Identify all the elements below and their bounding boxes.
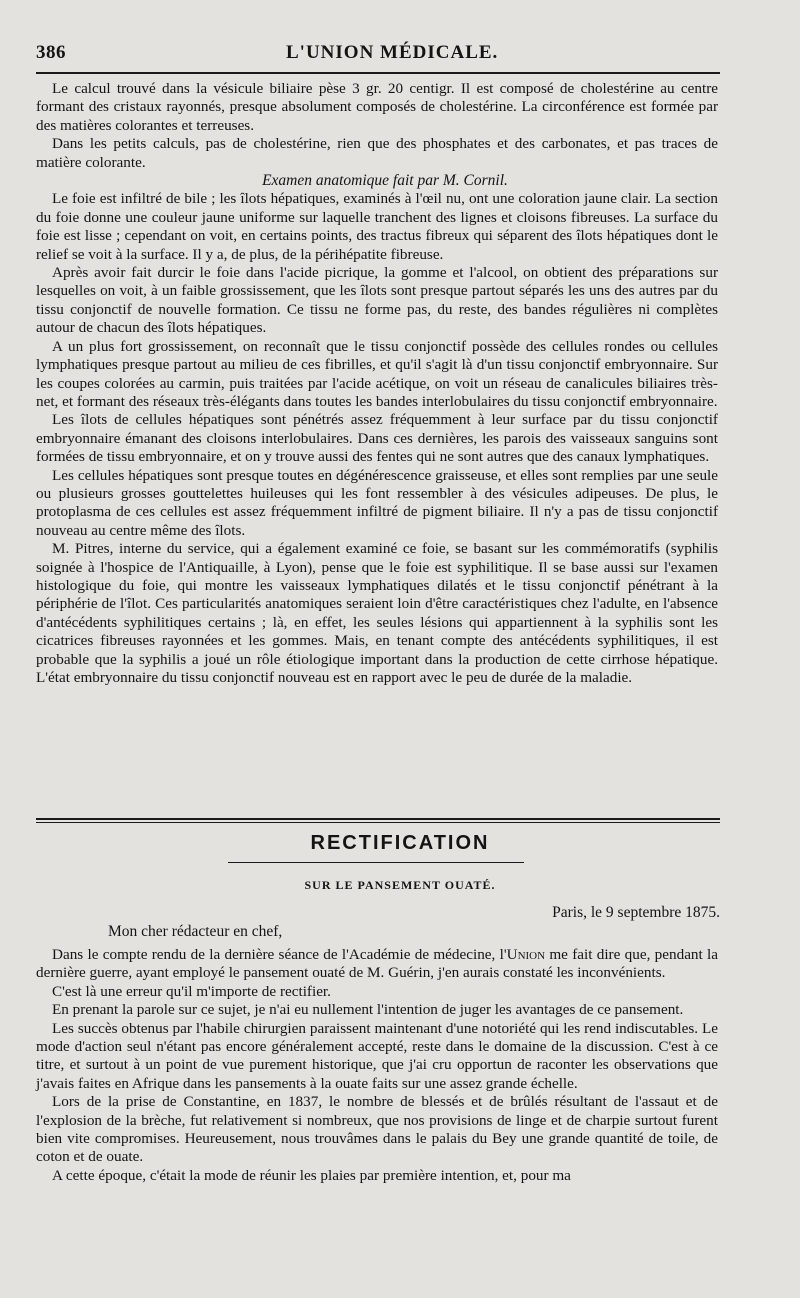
rectification-title: RECTIFICATION xyxy=(310,832,490,854)
article-body xyxy=(36,80,718,687)
header-rule xyxy=(36,72,720,74)
journal-name: Union xyxy=(506,946,546,963)
paragraph: Dans les petits calculs, pas de cholestérine, rien que des phosphates et des carbonates, et pas traces de matière colorante. xyxy=(36,135,718,171)
page-number: 386 xyxy=(36,42,66,63)
paragraph: Lors de la prise de Constantine, en 1837, le nombre de blessés et de brûlés résultant de l'assaut et de l'explosion de la brèche, fut relativement si nombreux, que nos provisions de linge et de charpie surtout furent bien vite compromises. Heureusement, nous trouvâmes dans le palais du Bey une grande quantité de toile, de coton et de ouate. xyxy=(36,1093,718,1166)
letter-salutation: Mon cher rédacteur en chef, xyxy=(108,923,283,940)
paragraph: A un plus fort grossissement, on reconnaît que le tissu conjonctif possède des cellules rondes ou cellules lymphatiques presque partout au milieu de ces fibrilles, et qu'il s'agit là d'un tissu conjonctif embryonnaire. Sur les coupes colorées au carmin, puis traitées par l'acide acétique, on voit un réseau de canalicules biliaires très-net, et formant des réseaux très-élégants dans toutes les bandes interlobulaires du tissu conjonctif embryonnaire. xyxy=(36,337,718,410)
running-title: L'UNION MÉDICALE. xyxy=(286,42,499,63)
letter-body xyxy=(36,946,718,1185)
paragraph: A cette époque, c'était la mode de réunir les plaies par première intention, et, pour ma xyxy=(52,1166,571,1184)
page-header xyxy=(36,42,716,66)
paragraph xyxy=(36,946,718,983)
paragraph: Le foie est infiltré de bile ; les îlots hépatiques, examinés à l'œil nu, ont une coloration jaune clair. La section du foie donne une couleur jaune uniforme sur laquelle tranchent des lignes et cloisons fibreuses. La surface du foie est lisse ; cependant on voit, en certains points, des tractus fibreux qui séparent des îlots hépatiques dont le relief se voit à la surface. Il y a, de plus, de la périhépatite fibreuse. xyxy=(36,190,718,263)
paragraph: Après avoir fait durcir le foie dans l'acide picrique, la gomme et l'alcool, on obtient des préparations sur lesquelles on voit, à un faible grossissement, que les îlots sont presque partout séparés les uns des autres par du tissu conjonctif de nouvelle formation. Ce tissu ne forme pas, du reste, des bandes régulières ni complètes autour de chacun des îlots hépatiques. xyxy=(36,264,718,337)
letter-dateline: Paris, le 9 septembre 1875. xyxy=(552,904,720,921)
rectification-subtitle: SUR LE PANSEMENT OUATÉ. xyxy=(304,878,496,892)
paragraph: Le calcul trouvé dans la vésicule biliaire pèse 3 gr. 20 centigr. Il est composé de cholestérine au centre formant des cristaux rayonnés, presque absolument composés de cholestérine. La circonférence est formée par des matières colorantes et terreuses. xyxy=(36,80,718,134)
paragraph: Les cellules hépatiques sont presque toutes en dégénérescence graisseuse, et elles sont remplies par une seule ou plusieurs grosses gouttelettes huileuses qui les font ressembler à des vésicules adipeuses. De plus, le protoplasma de ces cellules est assez fréquemment infiltré de pigment biliaire. Il n'y a pas de tissu conjonctif nouveau au centre même des îlots. xyxy=(36,466,718,539)
paragraph: M. Pitres, interne du service, qui a également examiné ce foie, se basant sur les commémoratifs (syphilis soignée à l'hospice de l'Antiquaille, à Lyon), pense que le foie est syphilitique. Il se base aussi sur l'examen histologique du foie, qui montre les vaisseaux lymphatiques dilatés et le tissu conjonctif pénétrant à la périphérie de l'îlot. Ces particularités anatomiques seraient loin d'être caractéristiques chez l'adulte, en l'absence d'antécédents syphilitiques certains ; là, en effet, les seules lésions qui appartiennent à la syphilis sont les cicatrices fibreuses rayonnées et les gommes. Mais, en tenant compte des antécédents syphilitiques, il est probable que la syphilis a joué un rôle étiologique important dans la production de cette cirrhose hépatique. L'état embryonnaire du tissu conjonctif nouveau est en rapport avec le peu de durée de la maladie. xyxy=(36,540,718,686)
paragraph: En prenant la parole sur ce sujet, je n'ai eu nullement l'intention de juger les avantages de ce pansement. xyxy=(52,1001,684,1019)
section-subheading: Examen anatomique fait par M. Cornil. xyxy=(262,172,508,190)
paragraph: Les îlots de cellules hépatiques sont pénétrés assez fréquemment à leur surface par du tissu conjonctif embryonnaire émanant des cloisons interlobulaires. Dans ces dernières, les parois des vaisseaux sanguins sont formées de tissu embryonnaire, et on y trouve aussi des fentes qui ne sont autres que des canaux lymphatiques. xyxy=(36,411,718,466)
title-underline xyxy=(228,862,524,863)
text-run: Dans le compte rendu de la dernière séance de l'Académie de médecine, l' xyxy=(52,946,507,963)
paragraph: Les succès obtenus par l'habile chirurgien paraissent maintenant d'une notoriété qui les rend indiscutables. Le mode d'action seul n'étant pas encore généralement accepté, reste dans le domaine de la discussion. C'est à ce titre, et surtout à un point de vue purement historique, que j'ai cru opportun de raconter les observations que j'avais faites en Afrique dans les pansements à la ouate faits sur une assez grande échelle. xyxy=(36,1019,718,1092)
paragraph: C'est là une erreur qu'il m'importe de rectifier. xyxy=(52,982,331,1000)
section-separator xyxy=(36,818,720,823)
text-run: me fait dire que, pendant la dernière guerre, ayant employé le pansement ouaté de M. Guérin, j'en aurais constaté les inconvénients. xyxy=(36,946,718,982)
